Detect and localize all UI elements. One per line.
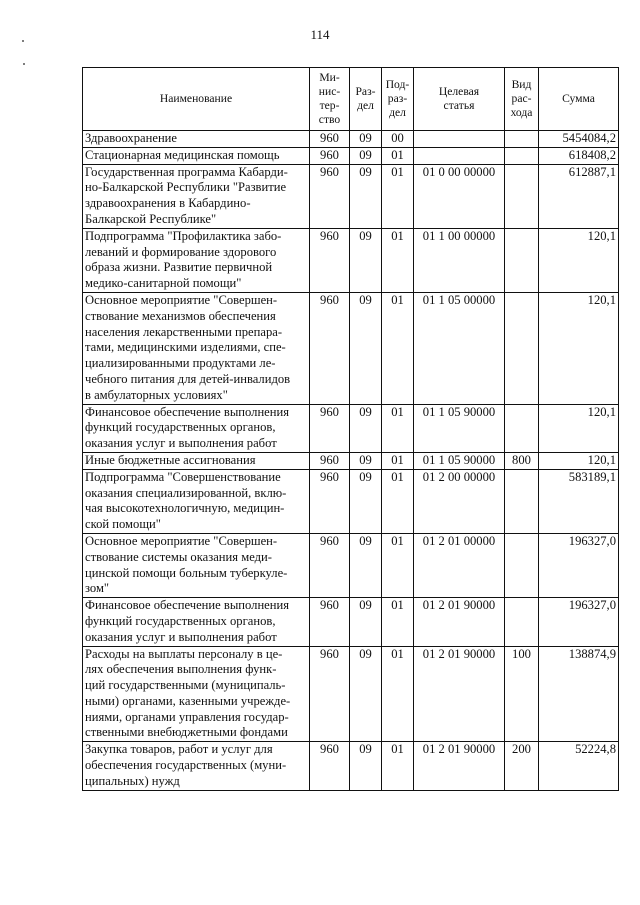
cell-target: 01 1 00 00000 — [414, 228, 505, 292]
cell-section: 09 — [350, 228, 382, 292]
cell-section: 09 — [350, 404, 382, 452]
cell-target: 01 2 01 90000 — [414, 598, 505, 646]
table-row — [83, 147, 619, 164]
table-row — [83, 598, 619, 646]
cell-target: 01 2 01 90000 — [414, 646, 505, 742]
cell-sum: 120,1 — [539, 292, 619, 404]
cell-section: 09 — [350, 452, 382, 469]
cell-name: Иные бюджетные ассигнования — [83, 452, 310, 469]
cell-subsection: 01 — [382, 533, 414, 597]
cell-name: Закупка товаров, работ и услуг для обеспечения государственных (муни- ципальных) нужд — [83, 742, 310, 790]
cell-expense-type — [505, 164, 539, 228]
cell-sum: 120,1 — [539, 452, 619, 469]
cell-ministry: 960 — [310, 131, 350, 148]
header-target: Целевая статья — [414, 68, 505, 131]
table-row — [83, 228, 619, 292]
table-row — [83, 469, 619, 533]
cell-target: 01 1 05 90000 — [414, 404, 505, 452]
header-expense-type: Вид рас- хода — [505, 68, 539, 131]
cell-expense-type — [505, 404, 539, 452]
cell-sum: 120,1 — [539, 404, 619, 452]
cell-section: 09 — [350, 164, 382, 228]
cell-name: Основное мероприятие "Совершен- ствование механизмов обеспечения населения лекарственными препара- тами, медицинскими изделиями, спе- циализированными продуктами ле- чебного питания для детей-инвалидов в амбулаторных условиях" — [83, 292, 310, 404]
cell-section: 09 — [350, 469, 382, 533]
cell-ministry: 960 — [310, 404, 350, 452]
header-section: Раз- дел — [350, 68, 382, 131]
header-name: Наименование — [83, 68, 310, 131]
header-sum: Сумма — [539, 68, 619, 131]
cell-expense-type: 800 — [505, 452, 539, 469]
cell-ministry: 960 — [310, 164, 350, 228]
cell-target — [414, 147, 505, 164]
table-row — [83, 646, 619, 742]
cell-name: Расходы на выплаты персоналу в це- лях обеспечения выполнения функ- ций государственными (муниципаль- ными) органами, казенными учрежде- ниями, органами управления государ- ственными внебюджетными фондами — [83, 646, 310, 742]
cell-ministry: 960 — [310, 598, 350, 646]
cell-subsection: 01 — [382, 164, 414, 228]
cell-sum: 196327,0 — [539, 598, 619, 646]
cell-subsection: 01 — [382, 404, 414, 452]
cell-expense-type: 100 — [505, 646, 539, 742]
table-row — [83, 292, 619, 404]
table-row — [83, 164, 619, 228]
cell-sum: 618408,2 — [539, 147, 619, 164]
cell-expense-type — [505, 598, 539, 646]
cell-subsection: 01 — [382, 646, 414, 742]
cell-section: 09 — [350, 131, 382, 148]
cell-target: 01 2 00 00000 — [414, 469, 505, 533]
cell-name: Стационарная медицинская помощь — [83, 147, 310, 164]
header-ministry: Ми- нис- тер- ство — [310, 68, 350, 131]
cell-name: Подпрограмма "Профилактика забо- леваний и формирование здорового образа жизни. Развитие первичной медико-санитарной помощи" — [83, 228, 310, 292]
cell-ministry: 960 — [310, 292, 350, 404]
cell-expense-type — [505, 228, 539, 292]
cell-sum: 196327,0 — [539, 533, 619, 597]
cell-section: 09 — [350, 147, 382, 164]
cell-name: Финансовое обеспечение выполнения функций государственных органов, оказания услуг и выполнения работ — [83, 598, 310, 646]
cell-ministry: 960 — [310, 533, 350, 597]
cell-name: Основное мероприятие "Совершен- ствование системы оказания меди- цинской помощи больным туберкуле- зом" — [83, 533, 310, 597]
cell-target: 01 1 05 00000 — [414, 292, 505, 404]
table-row — [83, 533, 619, 597]
cell-section: 09 — [350, 292, 382, 404]
cell-section: 09 — [350, 598, 382, 646]
page-number: 114 — [310, 27, 330, 42]
cell-sum: 120,1 — [539, 228, 619, 292]
table-row — [83, 452, 619, 469]
cell-subsection: 01 — [382, 292, 414, 404]
cell-expense-type — [505, 469, 539, 533]
cell-sum: 583189,1 — [539, 469, 619, 533]
cell-name: Финансовое обеспечение выполнения функций государственных органов, оказания услуг и выполнения работ — [83, 404, 310, 452]
header-row — [83, 68, 619, 131]
cell-target — [414, 131, 505, 148]
cell-section: 09 — [350, 646, 382, 742]
cell-ministry: 960 — [310, 147, 350, 164]
cell-subsection: 00 — [382, 131, 414, 148]
cell-ministry: 960 — [310, 469, 350, 533]
cell-expense-type — [505, 292, 539, 404]
cell-sum: 138874,9 — [539, 646, 619, 742]
cell-target: 01 0 00 00000 — [414, 164, 505, 228]
cell-name: Государственная программа Кабарди- но-Балкарской Республики "Развитие здравоохранения в Кабардино- Балкарской Республике" — [83, 164, 310, 228]
cell-ministry: 960 — [310, 646, 350, 742]
cell-subsection: 01 — [382, 452, 414, 469]
cell-expense-type — [505, 147, 539, 164]
cell-ministry: 960 — [310, 742, 350, 790]
cell-sum: 52224,8 — [539, 742, 619, 790]
cell-subsection: 01 — [382, 228, 414, 292]
cell-target: 01 2 01 90000 — [414, 742, 505, 790]
cell-subsection: 01 — [382, 469, 414, 533]
cell-subsection: 01 — [382, 598, 414, 646]
cell-expense-type: 200 — [505, 742, 539, 790]
cell-name: Здравоохранение — [83, 131, 310, 148]
cell-expense-type — [505, 131, 539, 148]
cell-section: 09 — [350, 533, 382, 597]
cell-ministry: 960 — [310, 228, 350, 292]
cell-target: 01 1 05 90000 — [414, 452, 505, 469]
budget-table — [82, 67, 619, 791]
cell-subsection: 01 — [382, 147, 414, 164]
cell-name: Подпрограмма "Совершенствование оказания специализированной, вклю- чая высокотехнологичную, медицин- ской помощи" — [83, 469, 310, 533]
table-row — [83, 131, 619, 148]
table-row — [83, 742, 619, 790]
cell-subsection: 01 — [382, 742, 414, 790]
cell-target: 01 2 01 00000 — [414, 533, 505, 597]
cell-sum: 5454084,2 — [539, 131, 619, 148]
cell-section: 09 — [350, 742, 382, 790]
scan-speck — [23, 63, 25, 65]
table-row — [83, 404, 619, 452]
cell-sum: 612887,1 — [539, 164, 619, 228]
cell-ministry: 960 — [310, 452, 350, 469]
cell-expense-type — [505, 533, 539, 597]
header-subsection: Под- раз- дел — [382, 68, 414, 131]
